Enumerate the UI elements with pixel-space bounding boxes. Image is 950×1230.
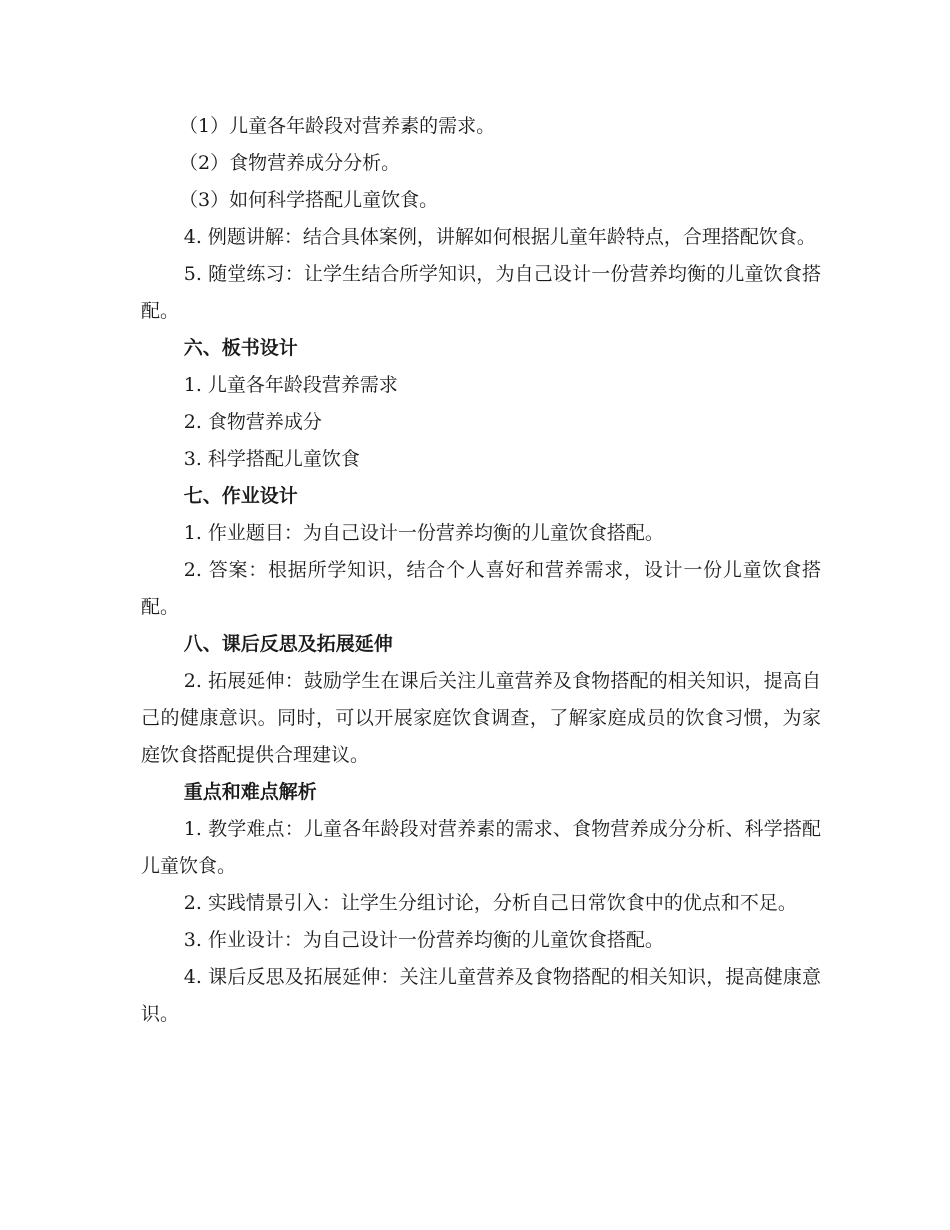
key-point-4: 4. 课后反思及拓展延伸：关注儿童营养及食物搭配的相关知识，提高健康意识。: [141, 966, 821, 1025]
step-5-practice: 5. 随堂练习：让学生结合所学知识，为自己设计一份营养均衡的儿童饮食搭配。: [141, 263, 821, 322]
key-point-3: 3. 作业设计：为自己设计一份营养均衡的儿童饮食搭配。: [183, 929, 664, 951]
section-heading-key-points: 重点和难点解析: [183, 781, 317, 803]
key-point-1: 1. 教学难点：儿童各年龄段对营养素的需求、食物营养成分分析、科学搭配儿童饮食。: [141, 818, 821, 877]
homework-item-2: 2. 答案：根据所学知识，结合个人喜好和营养需求，设计一份儿童饮食搭配。: [141, 559, 821, 618]
sub-item-2: （2）食物营养成分分析。: [179, 152, 401, 174]
homework-item-1: 1. 作业题目：为自己设计一份营养均衡的儿童饮食搭配。: [183, 522, 664, 544]
board-item-3: 3. 科学搭配儿童饮食: [183, 448, 360, 470]
reflection-item-2: 2. 拓展延伸：鼓励学生在课后关注儿童营养及食物搭配的相关知识，提高自己的健康意识。同时，可以开展家庭饮食调查，了解家庭成员的饮食习惯，为家庭饮食搭配提供合理建议。: [141, 670, 821, 766]
step-4-example: 4. 例题讲解：结合具体案例，讲解如何根据儿童年龄特点，合理搭配饮食。: [183, 226, 816, 248]
board-item-2: 2. 食物营养成分: [183, 411, 322, 433]
sub-item-3: （3）如何科学搭配儿童饮食。: [179, 189, 439, 211]
key-point-2: 2. 实践情景引入：让学生分组讨论，分析自己日常饮食中的优点和不足。: [183, 892, 797, 914]
sub-item-1: （1）儿童各年龄段对营养素的需求。: [179, 115, 496, 137]
board-item-1: 1. 儿童各年龄段营养需求: [183, 374, 398, 396]
section-heading-homework: 七、作业设计: [183, 485, 298, 507]
section-heading-reflection: 八、课后反思及拓展延伸: [183, 633, 393, 655]
document-body: [141, 108, 821, 1033]
section-heading-board-design: 六、板书设计: [183, 337, 298, 359]
